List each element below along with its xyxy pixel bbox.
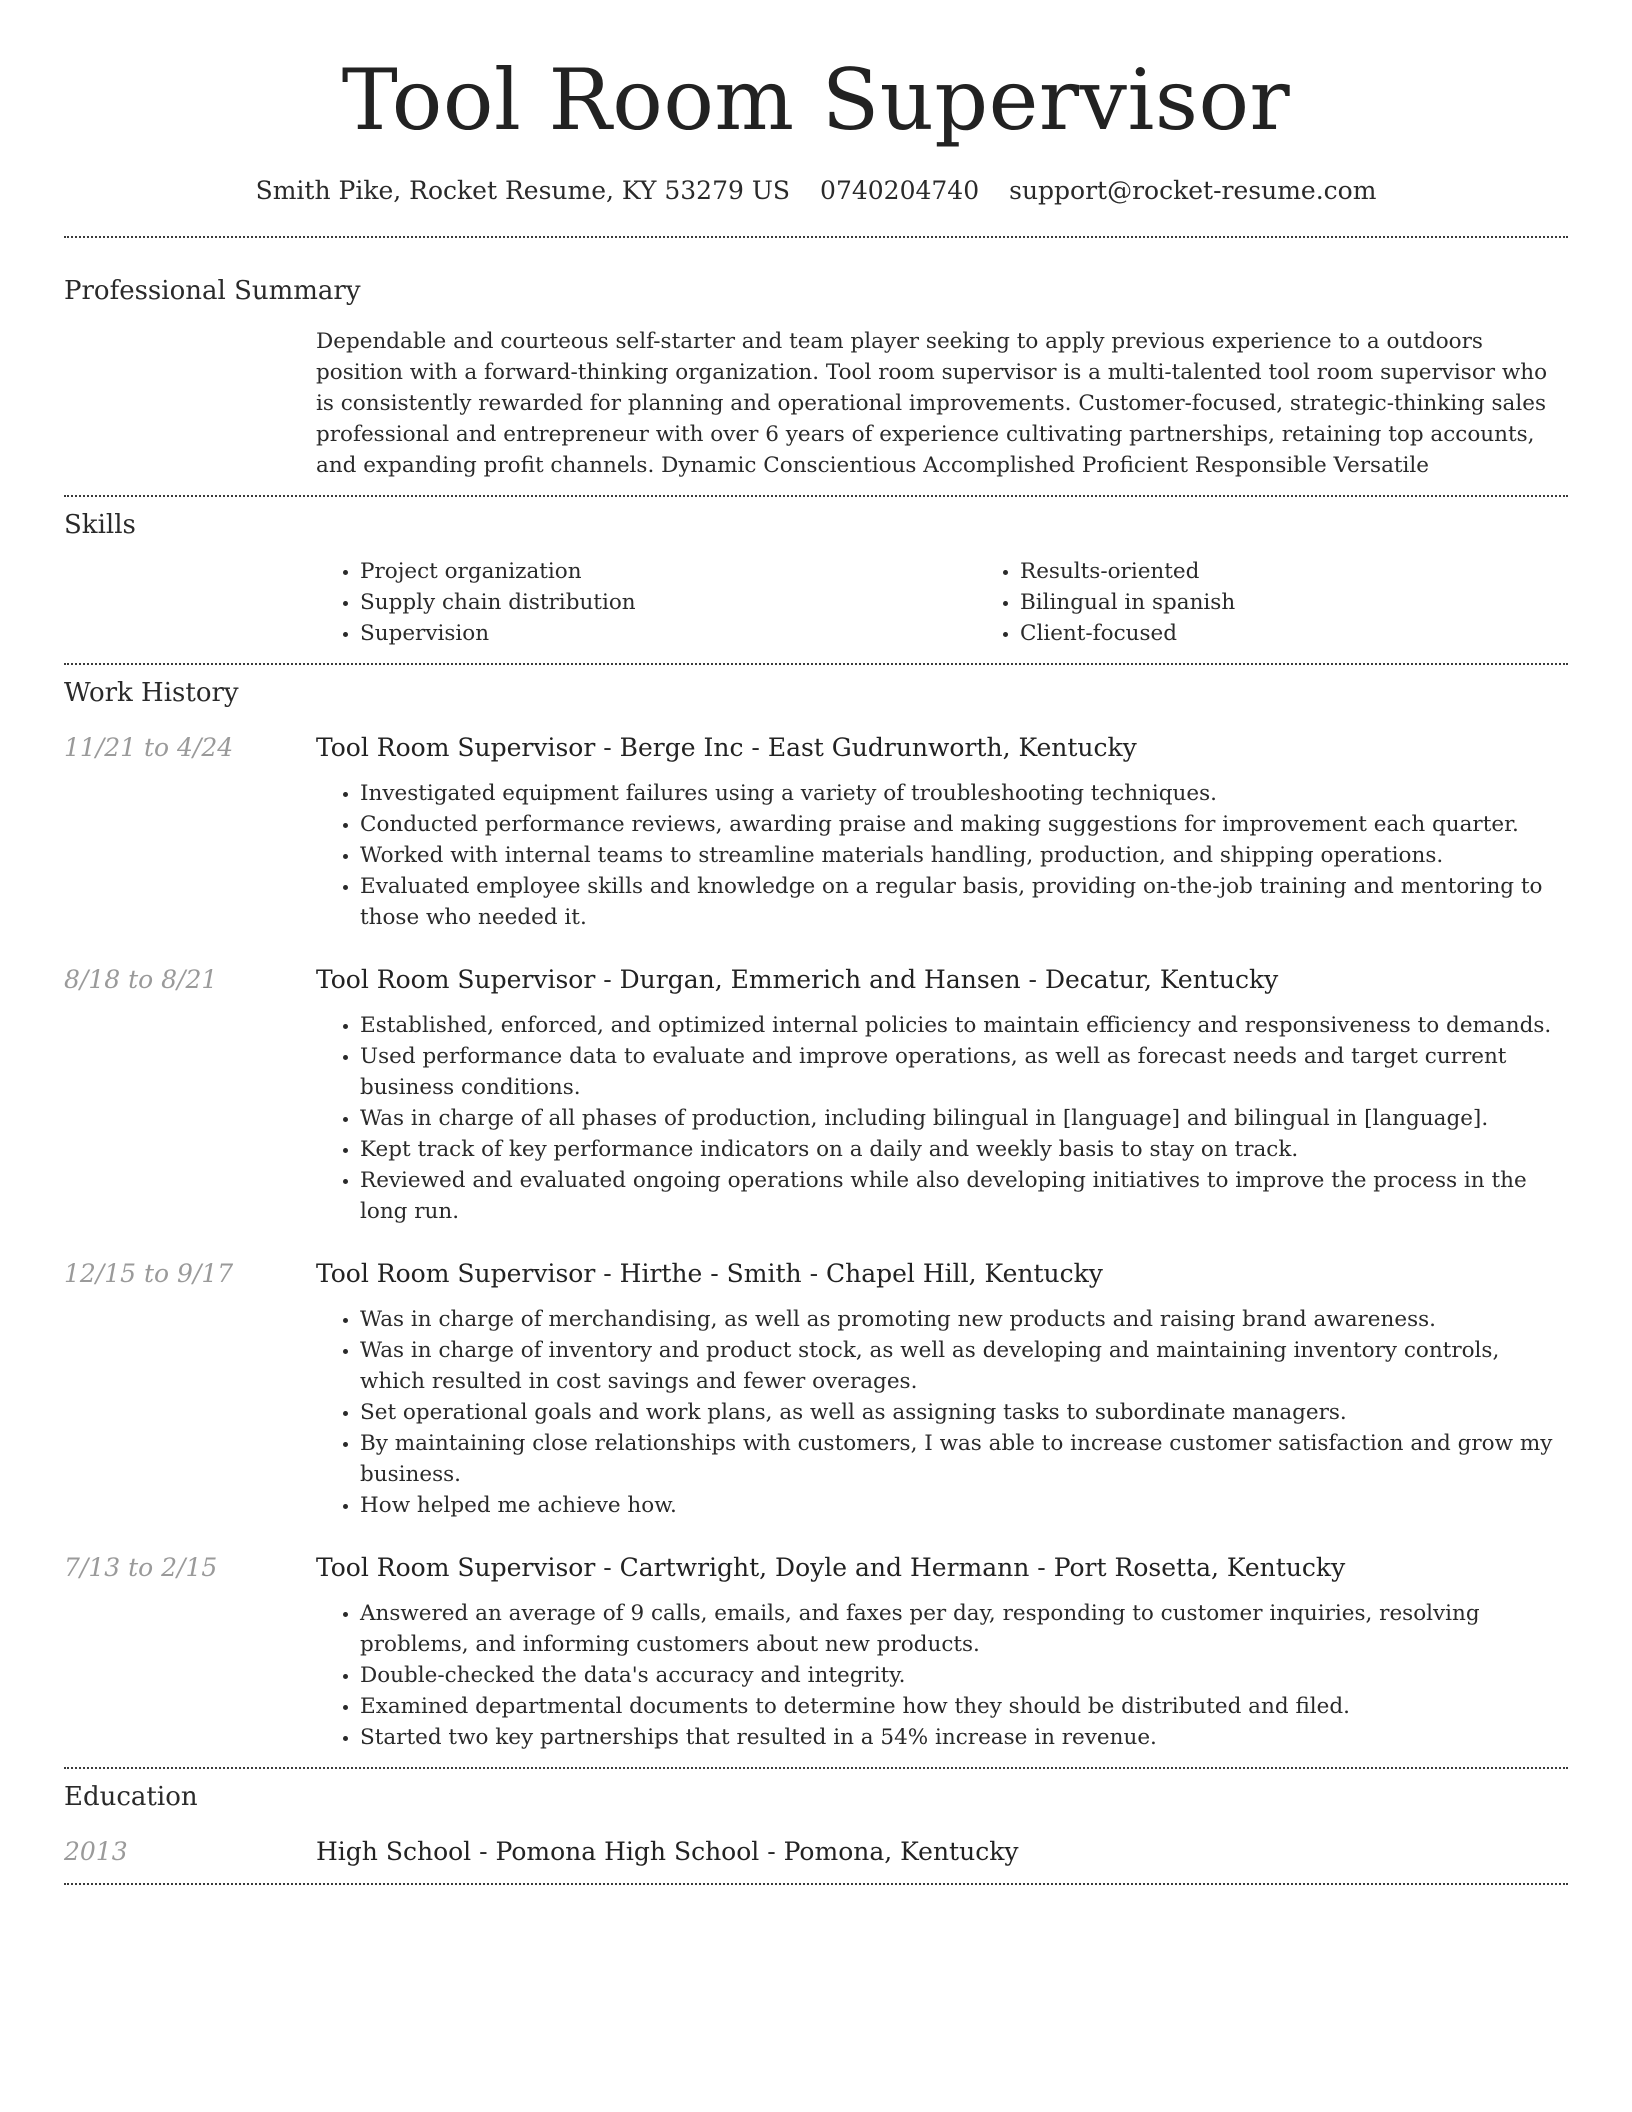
job-bullet: • Was in charge of merchandising, as well as promoting new products and raising brand awareness. <box>360 1304 1568 1335</box>
address: Smith Pike, Rocket Resume, KY 53279 US <box>255 176 791 205</box>
job-title: Tool Room Supervisor <box>316 733 596 762</box>
job-bullet: • Reviewed and evaluated ongoing operations while also developing initiatives to improve the process in the long run. <box>360 1165 1568 1227</box>
job-bullet: • Was in charge of all phases of production, including bilingual in [language] and bilingual in [language]. <box>360 1103 1568 1134</box>
education-location: Pomona, Kentucky <box>783 1837 1019 1866</box>
skill-item: • Results-oriented <box>1020 556 1632 587</box>
job-entry <box>64 1258 1568 1521</box>
job-bullet: • How helped me achieve how. <box>360 1490 1568 1521</box>
skill-item: • Supply chain distribution <box>360 587 976 618</box>
job-bullet: • Worked with internal teams to streamline materials handling, production, and shipping operations. <box>360 840 1568 871</box>
job-company: Berge Inc <box>619 733 744 762</box>
education-year: 2013 <box>64 1837 128 1866</box>
section-divider <box>64 1883 1568 1885</box>
education-degree: High School <box>316 1837 472 1866</box>
section-title-work: Work History <box>64 678 239 708</box>
job-location: Decatur, Kentucky <box>1044 965 1279 994</box>
job-bullets <box>316 1010 1568 1227</box>
skills-section <box>64 497 1568 649</box>
skill-item: • Supervision <box>360 618 976 649</box>
job-heading: Tool Room Supervisor - Berge Inc - East Gudrunworth, Kentucky <box>316 733 1137 762</box>
job-heading: Tool Room Supervisor - Durgan, Emmerich and Hansen - Decatur, Kentucky <box>316 965 1279 994</box>
job-bullet: • Was in charge of inventory and product stock, as well as developing and maintaining inventory controls, which resulted in cost savings and fewer overages. <box>360 1335 1568 1397</box>
job-entry <box>64 964 1568 1227</box>
job-bullets <box>316 1304 1568 1521</box>
job-dates: 12/15 to 9/17 <box>64 1259 234 1288</box>
summary-text: Dependable and courteous self-starter and team player seeking to apply previous experience to a outdoors position with a forward-thinking organization. Tool room supervisor is a multi-talented tool room supervisor who is consistently rewarded for planning and operational improvements. Customer-focused, strategic-thinking sales professional and entrepreneur with over 6 years of experience cultivating partnerships, retaining top accounts, and expanding profit channels. Dynamic Conscientious Accomplished Proficient Responsible Versatile <box>316 329 1548 478</box>
job-dates: 11/21 to 4/24 <box>64 733 234 762</box>
job-bullet: • Answered an average of 9 calls, emails, and faxes per day, responding to customer inquiries, resolving problems, and informing customers about new products. <box>360 1598 1568 1660</box>
skill-item: • Project organization <box>360 556 976 587</box>
job-bullet: • Double-checked the data's accuracy and integrity. <box>360 1660 1568 1691</box>
job-bullet: • Started two key partnerships that resulted in a 54% increase in revenue. <box>360 1722 1568 1753</box>
job-bullet: • Used performance data to evaluate and improve operations, as well as forecast needs and target current business conditions. <box>360 1041 1568 1103</box>
work-history-section <box>64 665 1568 1753</box>
job-entry <box>64 732 1568 933</box>
candidate-name: Tool Room Supervisor <box>341 51 1291 149</box>
contact-line <box>64 176 1568 206</box>
job-title: Tool Room Supervisor <box>316 1553 596 1582</box>
job-dates: 8/18 to 8/21 <box>64 965 218 994</box>
section-title-skills: Skills <box>64 510 136 540</box>
job-bullets <box>316 1598 1568 1753</box>
section-title-summary: Professional Summary <box>64 276 361 306</box>
education-school: Pomona High School <box>495 1837 760 1866</box>
job-location: Port Rosetta, Kentucky <box>1053 1553 1346 1582</box>
job-entry <box>64 1552 1568 1753</box>
job-location: Chapel Hill, Kentucky <box>826 1259 1103 1288</box>
job-heading: Tool Room Supervisor - Cartwright, Doyle and Hermann - Port Rosetta, Kentucky <box>316 1553 1346 1582</box>
summary-section <box>64 238 1568 481</box>
email: support@rocket-resume.com <box>1009 176 1377 205</box>
education-heading: High School - Pomona High School - Pomona, Kentucky <box>316 1837 1019 1866</box>
job-bullet: • Set operational goals and work plans, as well as assigning tasks to subordinate managers. <box>360 1397 1568 1428</box>
job-title: Tool Room Supervisor <box>316 1259 596 1288</box>
job-bullets <box>316 778 1568 933</box>
resume-header <box>64 0 1568 206</box>
skill-item: • Bilingual in spanish <box>1020 587 1632 618</box>
job-bullet: • Kept track of key performance indicators on a daily and weekly basis to stay on track. <box>360 1134 1568 1165</box>
job-company: Durgan, Emmerich and Hansen <box>619 965 1021 994</box>
job-bullet: • Established, enforced, and optimized internal policies to maintain efficiency and responsiveness to demands. <box>360 1010 1568 1041</box>
education-section <box>64 1769 1568 1868</box>
job-bullet: • Examined departmental documents to determine how they should be distributed and filed. <box>360 1691 1568 1722</box>
job-bullet: • Investigated equipment failures using a variety of troubleshooting techniques. <box>360 778 1568 809</box>
skill-item: • Client-focused <box>1020 618 1632 649</box>
phone: 0740204740 <box>820 176 980 205</box>
section-title-education: Education <box>64 1782 198 1812</box>
skills-list-right <box>976 556 1632 649</box>
job-heading: Tool Room Supervisor - Hirthe - Smith - Chapel Hill, Kentucky <box>316 1259 1103 1288</box>
job-dates: 7/13 to 2/15 <box>64 1553 218 1582</box>
job-bullet: • Evaluated employee skills and knowledge on a regular basis, providing on-the-job training and mentoring to those who needed it. <box>360 871 1568 933</box>
job-title: Tool Room Supervisor <box>316 965 596 994</box>
job-company: Hirthe - Smith <box>619 1259 802 1288</box>
job-company: Cartwright, Doyle and Hermann <box>619 1553 1030 1582</box>
job-bullet: • Conducted performance reviews, awarding praise and making suggestions for improvement each quarter. <box>360 809 1568 840</box>
skills-list-left <box>316 556 976 649</box>
job-bullet: • By maintaining close relationships with customers, I was able to increase customer satisfaction and grow my business. <box>360 1428 1568 1490</box>
job-location: East Gudrunworth, Kentucky <box>767 733 1137 762</box>
